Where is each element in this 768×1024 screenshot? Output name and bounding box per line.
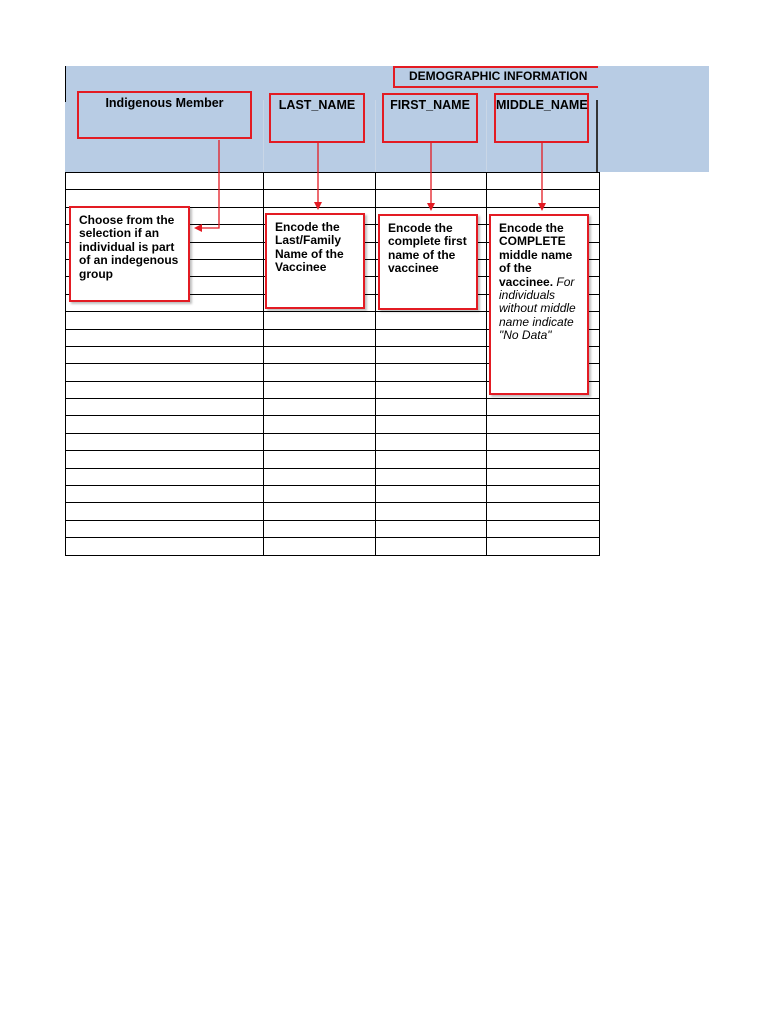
callout-text: Encode the complete first name of the vaccinee	[388, 221, 467, 276]
callout-text-italic: For individuals without middle name indicate "No Data"	[499, 274, 576, 343]
column-header-first-name[interactable]: FIRST_NAME	[382, 93, 478, 143]
section-title: DEMOGRAPHIC INFORMATION	[393, 66, 598, 88]
column-header-middle-name[interactable]: MIDDLE_NAME	[494, 93, 589, 143]
callout-text: Choose from the selection if an individual is part of an indegenous group	[79, 213, 179, 281]
column-header-indigenous-member[interactable]: Indigenous Member	[77, 91, 252, 139]
callout-text-bold: Encode the COMPLETE middle name of the vaccinee.	[499, 221, 573, 289]
callout-text: Encode the Last/Family Name of the Vaccinee	[275, 220, 344, 275]
arrow-indigenous	[196, 140, 219, 228]
column-header-last-name[interactable]: LAST_NAME	[269, 93, 365, 143]
